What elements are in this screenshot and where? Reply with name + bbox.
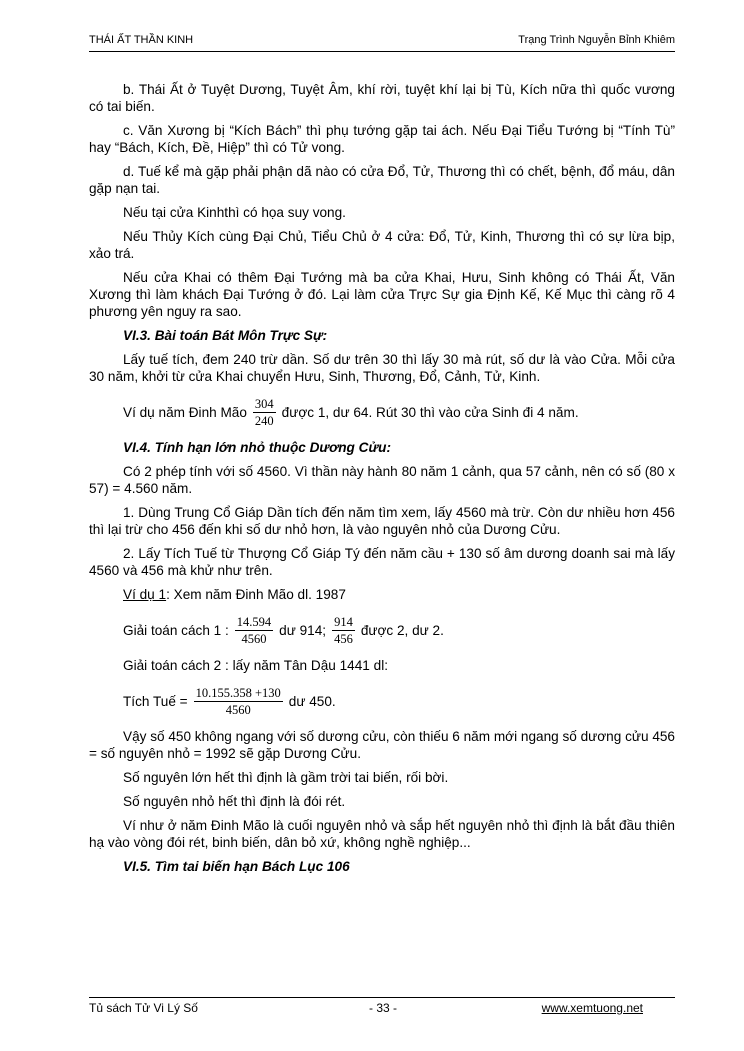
paragraph-nguyen-lon: Số nguyên lớn hết thì định là gầm trời tai biến, rối bời.: [123, 770, 449, 785]
fraction-304-240: [253, 396, 276, 429]
page-number: - 33 -: [369, 1001, 398, 1015]
paragraph-thuy-kich: Nếu Thủy Kích cùng Đại Chủ, Tiểu Chủ ở 4 cửa: Đổ, Tử, Kinh, Thương thì có sự lừa bịp, xảo trá.: [89, 229, 675, 261]
page-footer: [89, 997, 675, 1015]
solution-method-1: [123, 610, 675, 650]
fraction-numerator: 10.155.358 +130: [195, 685, 281, 700]
fraction-14594-4560: [235, 614, 273, 647]
paragraph-b: b. Thái Ất ở Tuyệt Dương, Tuyệt Âm, khí rời, tuyệt khí lại bị Tù, Kích nữa thì quốc vương có tai biến.: [89, 82, 675, 114]
paragraph-4560: Có 2 phép tính với số 4560. Vì thần này hành 80 năm 1 cảnh, qua 57 cảnh, nên có số (80 x 57) = 4.560 năm.: [89, 464, 675, 496]
page-header: [89, 31, 675, 52]
fraction-tich-tue: [194, 685, 283, 718]
page-body: [89, 81, 675, 882]
paragraph-dinh-mao: Ví như ở năm Đinh Mão là cuối nguyên nhỏ và sắp hết nguyên nhỏ thì định là bắt đầu thiên hạ vào vòng đói rét, binh biến, dân bỏ xứ, không nghề nghiệp...: [89, 818, 675, 850]
paragraph-cua-khai: Nếu cửa Khai có thêm Đại Tướng mà ba cửa Khai, Hưu, Sinh không có Thái Ất, Văn Xương thì làm khách Đại Tướng ở đó. Lại làm cửa Trực Sự gia Định Kế, Kế Mục thì càng rõ 4 phương yên nguy ra sao.: [89, 270, 675, 319]
fraction-denominator: 456: [334, 631, 353, 646]
section-heading-vi3: VI.3. Bài toán Bát Môn Trực Sự:: [123, 328, 328, 343]
fraction-numerator: 304: [254, 396, 274, 411]
fraction-numerator: 914: [334, 614, 353, 629]
example-1-text: : Xem năm Đinh Mão dl. 1987: [166, 587, 346, 602]
solution-1-result: được 2, dư 2.: [360, 622, 444, 638]
example-dinh-mao: [123, 392, 675, 432]
fraction-914-456: [332, 614, 355, 647]
fraction-numerator: 14.594: [236, 614, 272, 629]
paragraph-d: d. Tuế kể mà gặp phải phận dã nào có cửa Đổ, Tử, Thương thì có chết, bệnh, đổ máu, dân gặp nạn tai.: [89, 164, 675, 196]
header-author: Trạng Trình Nguyễn Bỉnh Khiêm: [518, 34, 675, 46]
example-prefix: Ví dụ năm Đinh Mão: [123, 404, 247, 420]
footer-series: Tủ sách Tử Vi Lý Số: [89, 1001, 198, 1015]
solution-method-2: Giải toán cách 2 : lấy năm Tân Dậu 1441 dl:: [123, 658, 388, 673]
example-result: được 1, dư 64. Rút 30 thì vào cửa Sinh đi 4 năm.: [281, 404, 579, 420]
fraction-denominator: 240: [254, 413, 274, 428]
paragraph-method-2: 2. Lấy Tích Tuế từ Thượng Cổ Giáp Tý đến năm cầu + 130 số âm dương doanh sai mà lấy 4560 và 456 mà khử như trên.: [89, 546, 675, 578]
footer-website-link[interactable]: www.xemtuong.net: [541, 1001, 643, 1015]
fraction-denominator: 4560: [225, 702, 251, 717]
section-heading-vi5: VI.5. Tìm tai biến hạn Bách Lục 106: [123, 859, 350, 874]
paragraph-450: Vậy số 450 không ngang với số dương cửu, còn thiếu 6 năm mới ngang số dương cửu 456 = số nguyên nhỏ = 1992 sẽ gặp Dương Cửu.: [89, 729, 675, 761]
tich-tue-result: dư 450.: [288, 693, 336, 709]
solution-1-remainder: dư 914;: [279, 622, 327, 638]
paragraph-tue-tich: Lấy tuế tích, đem 240 trừ dần. Số dư trên 30 thì lấy 30 mà rút, số dư là vào Cửa. Mỗi cửa 30 năm, khởi từ cửa Khai chuyển Hưu, Sinh, Thương, Đổ, Cảnh, Tử, Kinh.: [89, 352, 675, 384]
example-1-label: Ví dụ 1: [123, 587, 167, 602]
section-heading-vi4: VI.4. Tính hạn lớn nhỏ thuộc Dương Cửu:: [123, 440, 391, 455]
paragraph-c: c. Văn Xương bị “Kích Bách” thì phụ tướng gặp tai ách. Nếu Đại Tiểu Tướng bị “Tính Tù” hay “Bách, Kích, Đề, Hiệp” thì có Tử vong.: [89, 123, 675, 155]
tich-tue-formula: [123, 681, 675, 721]
solution-1-prefix: Giải toán cách 1 :: [123, 622, 229, 638]
tich-tue-prefix: Tích Tuế =: [123, 693, 188, 709]
paragraph-nguyen-nho: Số nguyên nhỏ hết thì định là đói rét.: [123, 794, 346, 809]
paragraph-method-1: 1. Dùng Trung Cổ Giáp Dần tích đến năm tìm xem, lấy 4560 mà trừ. Còn dư nhiều hơn 456 thì lại trừ cho 456 đến khi số dư nhỏ hơn, là vào nguyên nhỏ của Dương Cửu.: [89, 505, 675, 537]
fraction-denominator: 4560: [241, 631, 267, 646]
header-book-title: THÁI ẤT THẦN KINH: [89, 34, 194, 46]
example-1-line: [123, 586, 675, 603]
paragraph-kinh: Nếu tại cửa Kinhthì có họa suy vong.: [123, 205, 346, 220]
